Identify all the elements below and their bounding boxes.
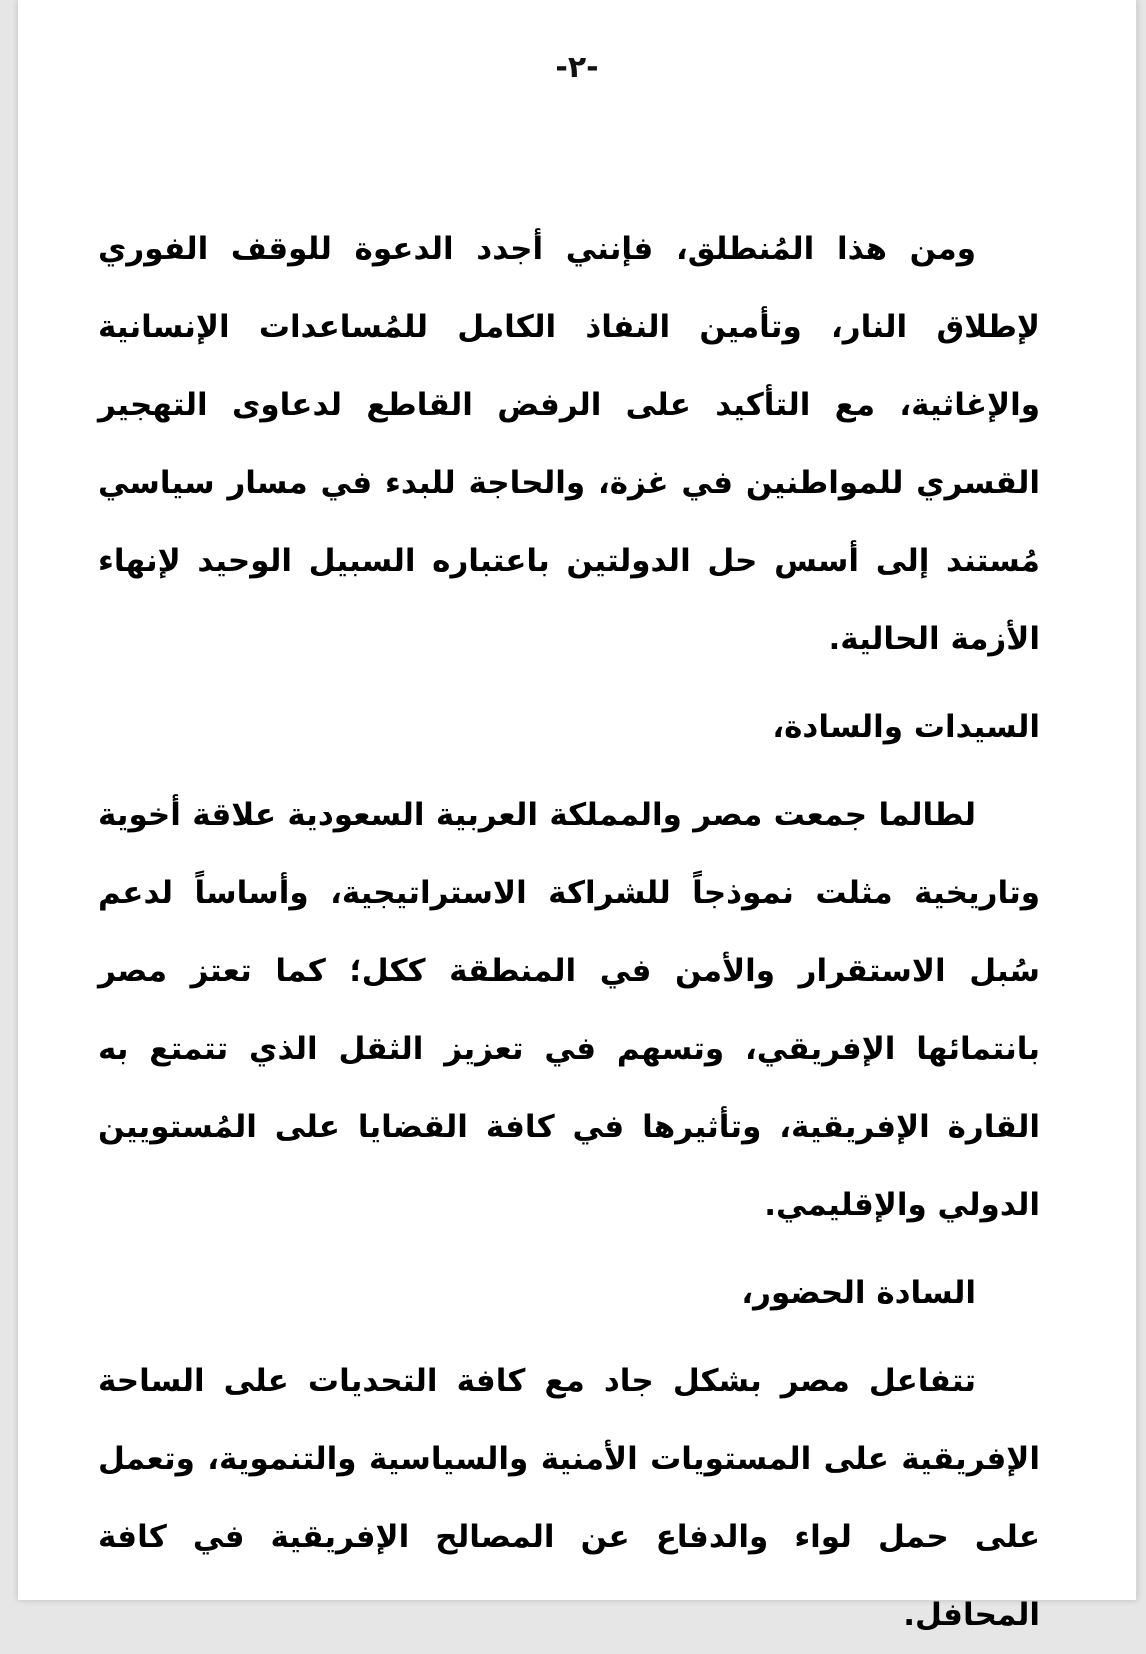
paragraph-ceasefire: ومن هذا المُنطلق، فإنني أجدد الدعوة للوقف الفوري لإطلاق النار، وتأمين النفاذ الكامل للمُساعدات الإنسانية والإغاثية، مع التأكيد على الرفض القاطع لدعاوى التهجير القسري للمواطنين في غزة، والحاجة للبدء في مسار سياسي مُستند إلى أسس حل الدولتين باعتباره السبيل الوحيد لإنهاء الأزمة الحالية. xyxy=(98,231,1040,657)
document-page xyxy=(18,0,1137,1633)
paragraph-egypt-saudi-relations: لطالما جمعت مصر والمملكة العربية السعودية علاقة أخوية وتاريخية مثلت نموذجاً للشراكة الاستراتيجية، وأساساً لدعم سُبل الاستقرار والأمن في المنطقة ككل؛ كما تعتز مصر بانتمائها الإفريقي، وتسهم في تعزيز الثقل الذي تتمتع به القارة الإفريقية، وتأثيرها في كافة القضايا على المُستويين الدولي والإقليمي. xyxy=(98,797,1040,1223)
document-body xyxy=(98,210,1040,1654)
paragraph-african-challenges: تتفاعل مصر بشكل جاد مع كافة التحديات على الساحة الإفريقية على المستويات الأمنية والسياسية والتنموية، وتعمل على حمل لواء والدفاع عن المصالح الإفريقية في كافة المحافل. xyxy=(98,1363,1040,1633)
page-number: -٢- xyxy=(555,50,599,85)
salutation-attendees: السادة الحضور، xyxy=(741,1275,976,1311)
salutation-ladies-gentlemen: السيدات والسادة، xyxy=(772,709,1040,745)
